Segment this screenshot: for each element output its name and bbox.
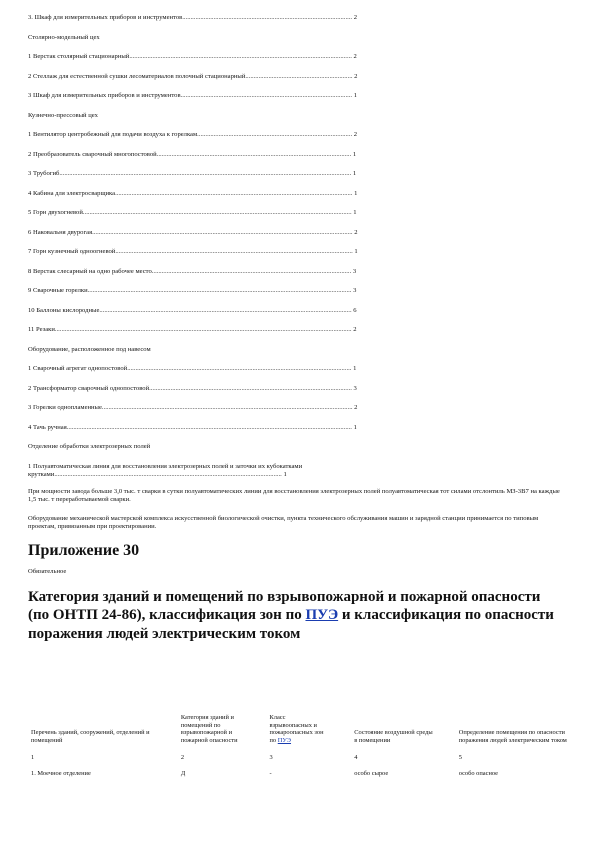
dot-leader: ........................................................................................................................................................ <box>101 404 355 411</box>
table-number-row <box>28 744 568 762</box>
list-item-text: 11 Резаки <box>28 326 55 333</box>
list-item <box>28 151 568 159</box>
list-item-text: 3. Шкаф для измерительных приборов и инструментов <box>28 14 183 21</box>
dot-leader: ............................................................................................................................................................................. <box>66 423 354 431</box>
appendix-subtitle: Обязательное <box>28 567 67 575</box>
list-item <box>28 307 568 315</box>
list-item-qty: 1 <box>353 209 357 216</box>
dot-leader: ................................................................................................................................................ <box>115 248 355 255</box>
list-item-text: 10 Баллоны кислородные <box>28 306 100 314</box>
table-header-row <box>28 714 568 744</box>
paragraph-capacity: При мощности завода больше 3,0 тыс. т сварки в сутки полуавтоматических линии для восстановления электрозерных полей полуавтоматическая тот силами отслонтиль МЗ-3В7 на каждые 1,5 тыс. т переработываемой сварки. <box>28 487 560 503</box>
header-cell-hazard: Определение помещения по опасности поражения людей электрическим током <box>458 729 567 744</box>
pue-link[interactable]: ПУЭ <box>305 607 339 623</box>
dot-leader: ....................................................................................................... <box>182 14 354 21</box>
section-header <box>28 443 568 451</box>
list-item <box>28 73 568 81</box>
dot-leader: ........................................................................................................................... <box>149 384 354 392</box>
list-item-text: 8 Верстак слесарный на одно рабочее место <box>28 267 152 275</box>
list-item <box>28 268 568 276</box>
paragraph-workshop: Оборудование механической мастерской комплекса искусственной биологической очистки, пункта технического обслуживания машин и зарядной станции принимается по типовым проектам, привязанным при проектировании. <box>28 514 539 530</box>
list-item-qty: 2 <box>353 326 357 333</box>
list-item <box>28 365 568 373</box>
row-cell-building: 1. Моечное отделение <box>31 769 91 777</box>
list-item-qty: 1 <box>352 150 357 158</box>
list-item <box>28 170 568 178</box>
dot-leader: .................................................................................................................................................................................... <box>54 326 354 333</box>
wrapped-item-leader: .......................................................................................................................................... <box>54 470 284 478</box>
list-item <box>28 190 568 198</box>
list-item-qty: 2 <box>353 14 357 21</box>
dot-leader: ....................................................................................................................................... <box>129 53 354 60</box>
list-item <box>28 92 568 100</box>
section-header-text: Столярно-модельный цех <box>28 33 100 41</box>
list-item <box>28 385 568 393</box>
list-item-qty: 1 <box>352 170 357 177</box>
appendix-title: Приложение 30 <box>28 541 140 559</box>
header-cell-buildings: Перечень зданий, сооружений, отделений и помещений <box>31 729 150 744</box>
dot-leader: .............................................................................................. <box>197 131 354 138</box>
list-item-text: 4 Тачь ручная <box>28 423 67 431</box>
header-zone-text: Класс взрывоопасных и пожароопасных зон по <box>269 714 324 744</box>
wrapped-item-line-2 <box>28 471 568 479</box>
list-item-qty: 1 <box>353 92 357 99</box>
list-item <box>28 248 568 256</box>
section-heading <box>28 588 563 644</box>
list-item-text: 9 Сварочные горелки <box>28 287 88 294</box>
classification-table <box>28 714 568 778</box>
header-pue-link[interactable]: ПУЭ <box>277 736 292 744</box>
section-header-text: Отделение обработки электрозерных полей <box>28 443 151 450</box>
list-item <box>28 424 568 432</box>
list-item <box>28 404 568 412</box>
wrapped-item-text: крутками <box>28 470 55 478</box>
dot-leader: ......................................................................................................................... <box>151 267 353 275</box>
list-item <box>28 287 568 295</box>
list-item-text: 3 Шкаф для измерительных приборов и инструментов <box>28 92 181 99</box>
number-cell: 4 <box>354 754 358 762</box>
heading-part-2: и классификация по опасности поражения людей электрическим током <box>28 607 554 642</box>
list-item-qty: 2 <box>353 53 357 60</box>
list-item-qty: 2 <box>354 228 358 236</box>
list-item-text: 2 Трансформатор сварочный однопостовой <box>28 384 150 392</box>
dot-leader: ................................................................................................................................................................... <box>82 209 354 216</box>
dot-leader: ......................................................................................................................................................... <box>99 306 354 314</box>
list-item-text: 1 Верстак столярный стационарный <box>28 53 130 60</box>
list-item-qty: 3 <box>352 267 357 275</box>
list-item-text: 6 Наковальня двурогая <box>28 228 93 236</box>
list-item-text: 1 Сварочный агрегат однопостовой <box>28 365 128 372</box>
list-item <box>28 131 568 139</box>
section-header <box>28 346 568 354</box>
dot-leader: ...................................................................................................................... <box>156 150 353 158</box>
list-item-qty: 1 <box>354 248 358 255</box>
row-cell-air: особо сырое <box>354 769 389 777</box>
list-item-text: 4 Кабина для электросварщика <box>28 189 116 197</box>
list-item-qty: 3 <box>353 287 357 294</box>
section-header <box>28 112 568 120</box>
document-page <box>28 14 568 777</box>
list-item-text: 7 Горн кузнечный одноогневой <box>28 248 116 255</box>
row-cell-hazard: особо опасное <box>458 769 498 777</box>
list-item-qty: 3 <box>353 384 357 392</box>
section-header <box>28 34 568 42</box>
list-item-qty: 2 <box>354 404 358 411</box>
list-item-qty: 1 <box>353 365 357 372</box>
header-cell-category: Категория зданий и помещений по взрывопожарной и пожарной опасности <box>180 714 238 744</box>
dot-leader: ................................................................................................................................................................................. <box>59 170 353 177</box>
list-item-qty: 1 <box>353 423 357 431</box>
section-header-text: Оборудование, расположенное под навесом <box>28 345 151 353</box>
number-cell: 2 <box>180 754 185 762</box>
list-item-text: 2 Стеллаж для естественной сушки лесоматериалов полочный стационарный <box>28 72 246 80</box>
list-item-qty: 2 <box>354 72 358 80</box>
list-item <box>28 229 568 237</box>
wrapped-item-line-1: 1 Полуавтоматическая линия для восстановления электрозерных полей и заточки их кубокатками <box>28 462 303 470</box>
dot-leader: .............................................................................................................................................................. <box>92 228 355 236</box>
list-item <box>28 209 568 217</box>
dot-leader: ................................................................. <box>245 72 355 80</box>
heading-part-1: Категория зданий и помещений по взрывопожарной и пожарной опасности (по ОНТП 24-86), классификация зон по <box>28 588 541 623</box>
row-cell-zone: - <box>269 769 272 777</box>
row-cell-category: Д <box>180 769 186 777</box>
list-item-qty: 6 <box>353 306 357 314</box>
number-cell: 3 <box>269 754 273 762</box>
list-item-qty: 1 <box>354 189 358 197</box>
dot-leader: ................................................................................................................................................ <box>115 189 355 197</box>
list-item-qty: 2 <box>353 131 358 138</box>
list-item <box>28 326 568 334</box>
section-header-text: Кузнечно-прессовый цех <box>28 111 98 119</box>
equipment-list <box>28 14 568 451</box>
dot-leader: ........................................................................................................................................ <box>127 365 354 372</box>
dot-leader: ........................................................................................................ <box>180 92 354 99</box>
list-item-text: 1 Вентилятор центробежный для подачи воздуха к горелкам <box>28 131 198 138</box>
list-item <box>28 14 568 22</box>
list-item-text: 5 Горн двухогневой <box>28 209 83 216</box>
header-cell-zone-class <box>256 714 330 744</box>
dot-leader: ................................................................................................................................................................ <box>87 287 354 294</box>
header-cell-air: Состояние воздушной среды в помещении <box>354 729 433 744</box>
list-item <box>28 53 568 61</box>
list-item-text: 3 Горелки однопламенные <box>28 404 102 411</box>
number-cell: 1 <box>31 754 35 762</box>
list-item-text: 3 Трубогиб <box>28 170 60 177</box>
list-item-text: 2 Преобразователь сварочный многопостовой <box>28 150 157 158</box>
number-cell: 5 <box>458 754 462 762</box>
table-row <box>28 762 568 778</box>
wrapped-item-qty: 1 <box>283 470 287 478</box>
